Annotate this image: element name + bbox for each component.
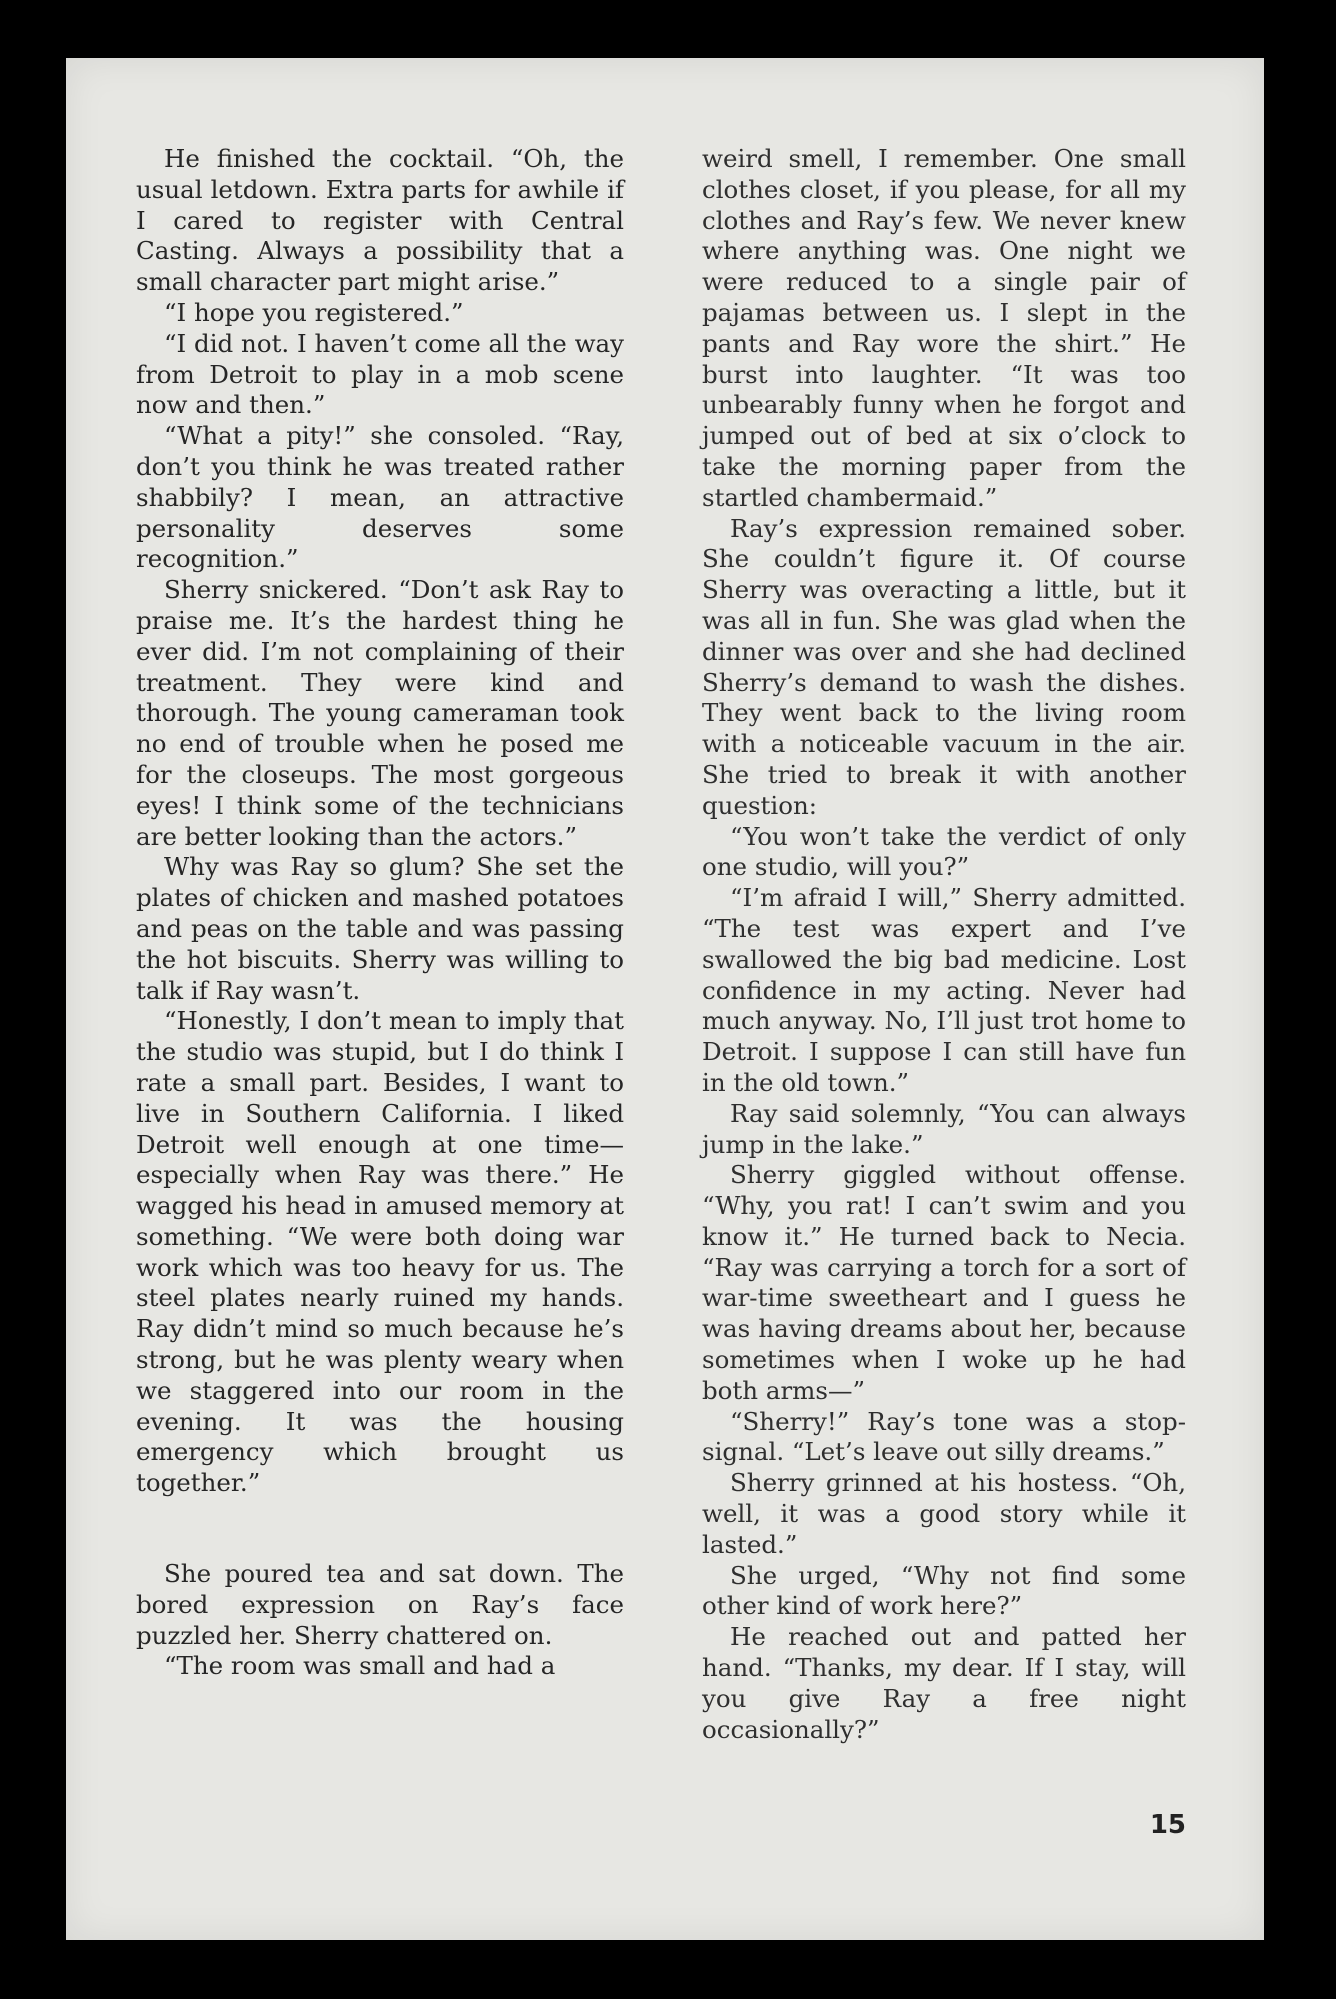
paragraph: weird smell, I remember. One small clothes closet, if you please, for all my clothes and Ray’s few. We never knew where anything was. One night we were reduced to a single pair of pajamas between us. I slept in the pants and Ray wore the shirt.” He burst into laughter. “It was too unbearably funny when he forgot and jumped out of bed at six o’clock to take the morning paper from the startled chambermaid.” (702, 144, 1186, 512)
paragraph: “What a pity!” she consoled. “Ray, don’t you think he was treated rather shabbily? I mean, an attractive personality deserves some recognition.” (136, 421, 624, 574)
paragraph: Sherry snickered. “Don’t ask Ray to praise me. It’s the hardest thing he ever did. I’m not complaining of their treatment. They were kind and thorough. The young cameraman took no end of trouble when he posed me for the closeups. The most gorgeous eyes! I think some of the technicians are better looking than the actors.” (136, 575, 624, 851)
left-column (136, 144, 624, 1682)
magazine-page (66, 58, 1264, 1940)
paragraph: “Honestly, I don’t mean to imply that the studio was stupid, but I do think I rate a small part. Besides, I want to live in Southern California. I liked Detroit well enough at one time—especially when Ray was there.” He wagged his head in amused memory at something. “We were both doing war work which was too heavy for us. The steel plates nearly ruined my hands. Ray didn’t mind so much because he’s strong, but he was plenty weary when we staggered into our room in the evening. It was the housing emergency which brought us together.” (136, 1006, 624, 1498)
paragraph: Sherry grinned at his hostess. “Oh, well, it was a good story while it lasted.” (702, 1468, 1186, 1559)
paragraph: He reached out and patted her hand. “Thanks, my dear. If I stay, will you give Ray a free night occasionally?” (702, 1622, 1186, 1744)
paragraph: “The room was small and had a (164, 1651, 556, 1681)
paragraph: “Sherry!” Ray’s tone was a stop-signal. “Let’s leave out silly dreams.” (702, 1406, 1186, 1467)
paragraph: She poured tea and sat down. The bored expression on Ray’s face puzzled her. Sherry chattered on. (136, 1559, 624, 1650)
paragraph: “You won’t take the verdict of only one studio, will you?” (702, 821, 1186, 882)
paragraph: Sherry giggled without offense. “Why, you rat! I can’t swim and you know it.” He turned back to Necia. “Ray was carrying a torch for a sort of war-time sweetheart and I guess he was having dreams about her, because sometimes when I woke up he had both arms—” (702, 1160, 1186, 1405)
paragraph: “I hope you registered.” (164, 297, 464, 327)
paragraph: Why was Ray so glum? She set the plates of chicken and mashed potatoes and peas on the table and was passing the hot biscuits. Sherry was willing to talk if Ray wasn’t. (136, 852, 624, 1005)
paragraph: “I did not. I haven’t come all the way from Detroit to play in a mob scene now and then.” (136, 328, 624, 420)
page-number: 15 (1149, 1810, 1186, 1840)
paragraph: He finished the cocktail. “Oh, the usual letdown. Extra parts for awhile if I cared to register with Central Casting. Always a possibility that a small character part might arise.” (136, 144, 624, 297)
paragraph: “I’m afraid I will,” Sherry admitted. “The test was expert and I’ve swallowed the big bad medicine. Lost confidence in my acting. Never had much anyway. No, I’ll just trot home to Detroit. I suppose I can still have fun in the old town.” (702, 883, 1186, 1097)
paragraph: Ray said solemnly, “You can always jump in the lake.” (702, 1098, 1186, 1159)
paragraph: She urged, “Why not find some other kind of work here?” (702, 1560, 1186, 1621)
right-column (702, 144, 1186, 1745)
paragraph: Ray’s expression remained sober. She couldn’t figure it. Of course Sherry was overacting a little, but it was all in fun. She was glad when the dinner was over and she had declined Sherry’s demand to wash the dishes. They went back to the living room with a noticeable vacuum in the air. She tried to break it with another question: (702, 513, 1186, 820)
section-break (136, 1499, 624, 1559)
